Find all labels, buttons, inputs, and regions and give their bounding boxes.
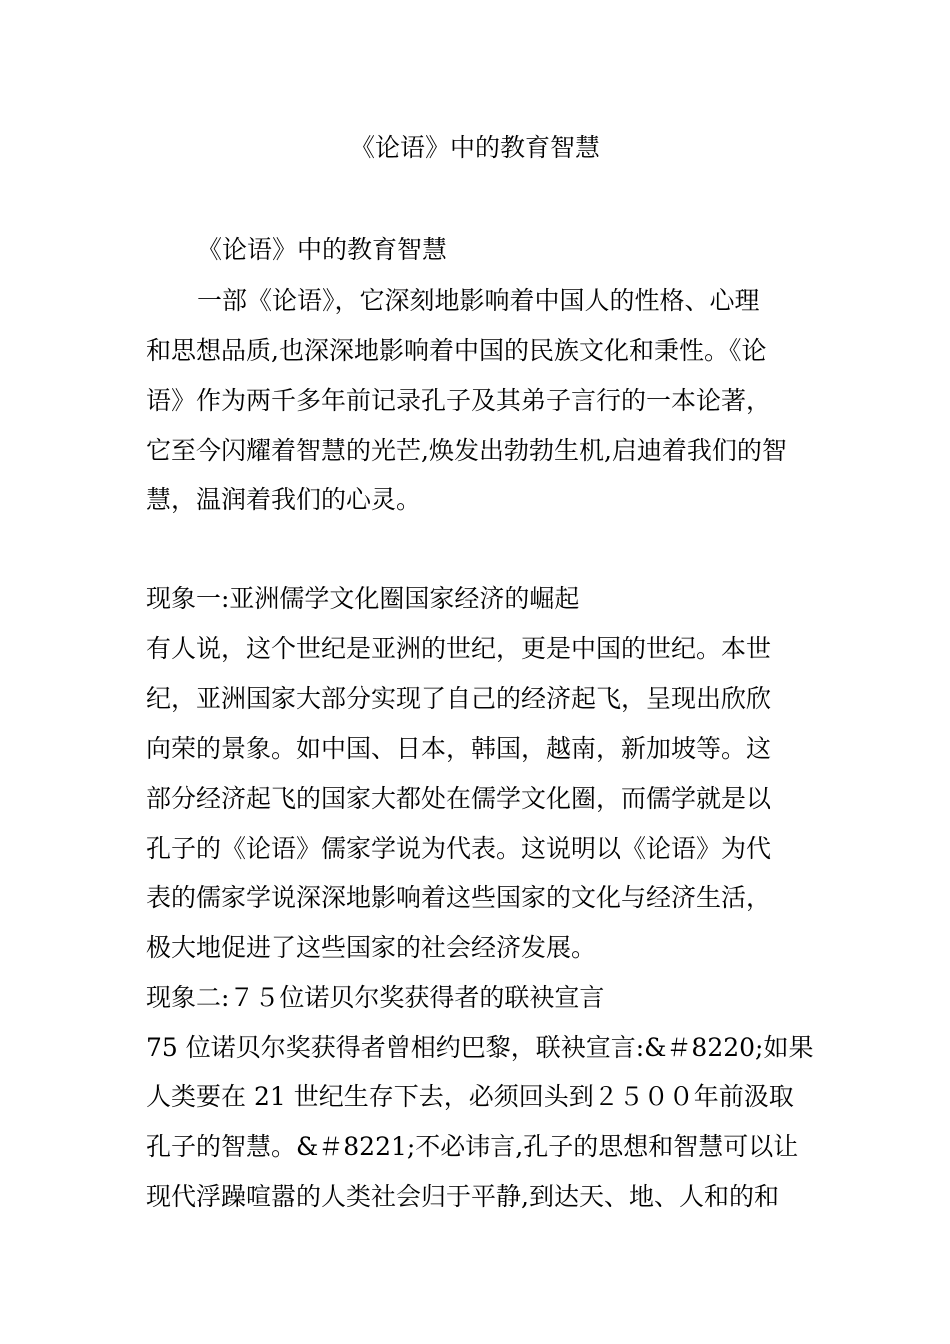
paragraph-line: 75 位诺贝尔奖获得者曾相约巴黎，联袂宣言:&＃8220;如果 [146,1033,814,1062]
paragraph-line: 现代浮躁喧嚣的人类社会归于平静,到达天、地、人和的和 [146,1182,779,1211]
paragraph-line: 表的儒家学说深深地影响着这些国家的文化与经济生活， [146,883,772,912]
phenomenon-two-heading: 现象二:７５位诺贝尔奖获得者的联袂宣言 [146,983,605,1012]
paragraph-line: 语》作为两千多年前记录孔子及其弟子言行的一本论著， [146,386,772,415]
paragraph-line: 向荣的景象。如中国、日本，韩国，越南，新加坡等。这 [146,734,772,763]
paragraph-line: 孔子的智慧。&＃8221;不必讳言,孔子的思想和智慧可以让 [146,1132,799,1161]
document-title: 《论语》中的教育智慧 [349,133,600,162]
section-heading: 《论语》中的教育智慧 [197,235,448,264]
paragraph-line: 有人说，这个世纪是亚洲的世纪，更是中国的世纪。本世 [146,634,772,663]
paragraph-line: 一部《论语》，它深刻地影响着中国人的性格、心理 [197,286,760,315]
paragraph-line: 慧，温润着我们的心灵。 [146,485,422,514]
paragraph-line: 和思想品质,也深深地影响着中国的民族文化和秉性。《论 [146,336,767,365]
paragraph-line: 孔子的《论语》儒家学说为代表。这说明以《论语》为代 [146,834,772,863]
paragraph-line: 纪，亚洲国家大部分实现了自己的经济起飞，呈现出欣欣 [146,684,772,713]
paragraph-line: 部分经济起飞的国家大都处在儒学文化圈，而儒学就是以 [146,784,772,813]
paragraph-line: 人类要在 21 世纪生存下去，必须回头到２５００年前汲取 [146,1082,794,1111]
phenomenon-one-heading: 现象一:亚洲儒学文化圈国家经济的崛起 [146,584,580,613]
paragraph-line: 它至今闪耀着智慧的光芒,焕发出勃勃生机,启迪着我们的智 [146,436,787,465]
paragraph-line: 极大地促进了这些国家的社会经济发展。 [146,933,597,962]
